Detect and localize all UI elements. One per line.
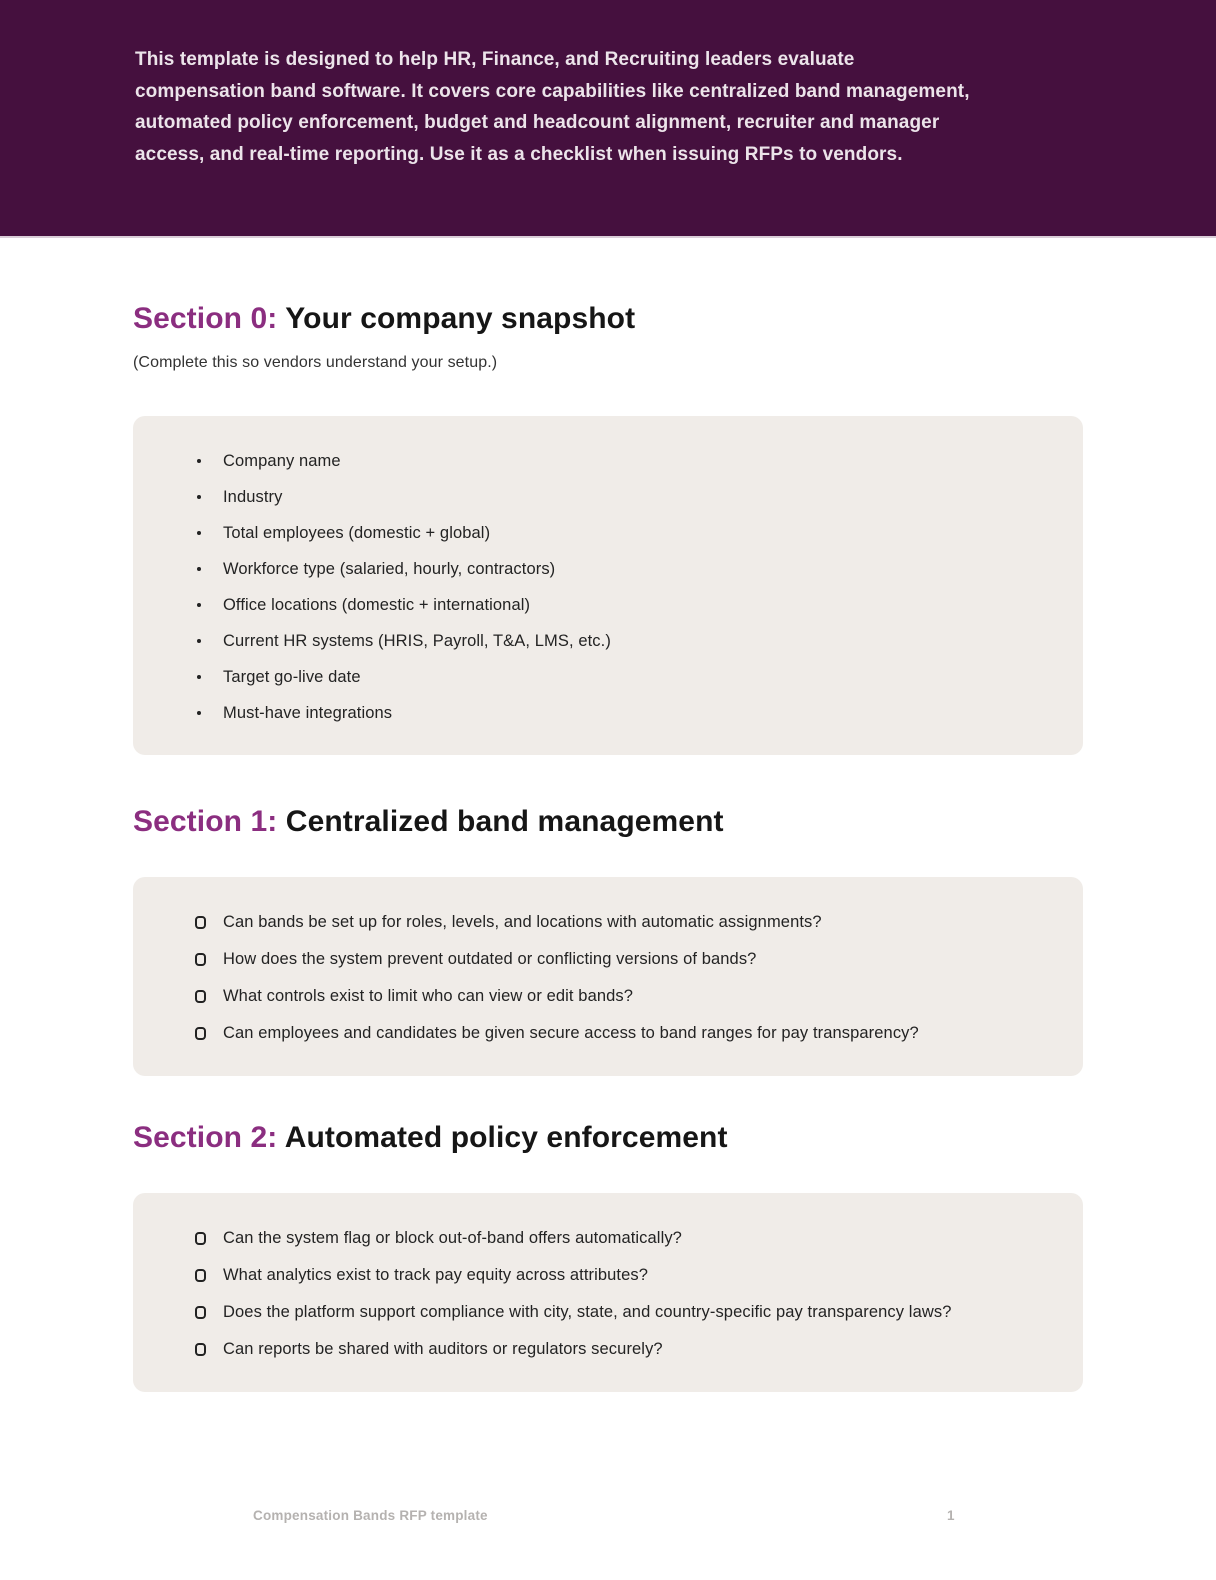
section-2-heading xyxy=(133,1119,1083,1156)
section-1-heading xyxy=(133,803,1083,840)
bullet-icon xyxy=(197,603,201,607)
checklist-item-text: Can employees and candidates be given secure access to band ranges for pay transparency? xyxy=(223,1024,919,1042)
section-1-title: Centralized band management xyxy=(277,805,724,838)
section-0-panel xyxy=(133,416,1083,755)
centralized-band-checklist xyxy=(195,904,1043,1052)
section-0-title: Your company snapshot xyxy=(277,302,636,335)
list-item xyxy=(195,443,1043,479)
checklist-item xyxy=(195,1294,1043,1331)
checklist-item xyxy=(195,1015,1043,1052)
checklist-item-text: What controls exist to limit who can view or edit bands? xyxy=(223,987,634,1005)
bullet-icon xyxy=(197,567,201,571)
list-item xyxy=(195,695,1043,731)
list-item-text: Industry xyxy=(223,487,283,506)
checklist-item xyxy=(195,978,1043,1015)
checklist-item-text: Can the system flag or block out-of-band offers automatically? xyxy=(223,1229,682,1247)
company-snapshot-list xyxy=(195,443,1043,731)
list-item-text: Current HR systems (HRIS, Payroll, T&A, LMS, etc.) xyxy=(223,631,611,650)
intro-paragraph: This template is designed to help HR, Finance, and Recruiting leaders evaluate compensation band software. It covers core capabilities like centralized band management, automated policy enforcement, budget and headcount alignment, recruiter and manager access, and real-time reporting. Use it as a checklist when issuing RFPs to vendors. xyxy=(135,49,970,165)
checkbox-icon xyxy=(195,1232,206,1245)
section-0-label: Section 0: xyxy=(133,302,278,335)
list-item xyxy=(195,659,1043,695)
section-1-label: Section 1: xyxy=(133,805,278,838)
section-1-panel xyxy=(133,877,1083,1076)
checklist-item-text: What analytics exist to track pay equity across attributes? xyxy=(223,1266,648,1284)
list-item xyxy=(195,479,1043,515)
checkbox-icon xyxy=(195,953,206,966)
checklist-item xyxy=(195,1220,1043,1257)
checklist-item-text: How does the system prevent outdated or conflicting versions of bands? xyxy=(223,950,757,968)
list-item xyxy=(195,587,1043,623)
checklist-item xyxy=(195,904,1043,941)
document-body xyxy=(133,300,1083,1392)
checklist-item-text: Does the platform support compliance with city, state, and country-specific pay transparency laws? xyxy=(223,1303,952,1321)
list-item-text: Must-have integrations xyxy=(223,703,393,722)
bullet-icon xyxy=(197,639,201,643)
footer-document-title: Compensation Bands RFP template xyxy=(253,1508,488,1523)
section-2-label: Section 2: xyxy=(133,1121,278,1154)
policy-enforcement-checklist xyxy=(195,1220,1043,1368)
section-0-note: (Complete this so vendors understand your setup.) xyxy=(133,354,498,371)
checkbox-icon xyxy=(195,1343,206,1356)
checkbox-icon xyxy=(195,1306,206,1319)
section-2-title: Automated policy enforcement xyxy=(277,1121,728,1154)
checklist-item xyxy=(195,1257,1043,1294)
list-item-text: Office locations (domestic + international) xyxy=(223,595,531,614)
checklist-item-text: Can bands be set up for roles, levels, and locations with automatic assignments? xyxy=(223,913,822,931)
bullet-icon xyxy=(197,531,201,535)
checklist-item xyxy=(195,1331,1043,1368)
checklist-item xyxy=(195,941,1043,978)
bullet-icon xyxy=(197,675,201,679)
bullet-icon xyxy=(197,495,201,499)
list-item xyxy=(195,515,1043,551)
checkbox-icon xyxy=(195,1269,206,1282)
section-0-heading xyxy=(133,300,1083,337)
list-item xyxy=(195,551,1043,587)
page-footer xyxy=(0,1508,1216,1528)
checkbox-icon xyxy=(195,916,206,929)
checkbox-icon xyxy=(195,990,206,1003)
footer-page-number: 1 xyxy=(947,1508,955,1523)
list-item-text: Total employees (domestic + global) xyxy=(223,523,491,542)
list-item-text: Company name xyxy=(223,451,341,470)
list-item-text: Target go-live date xyxy=(223,667,361,686)
checkbox-icon xyxy=(195,1027,206,1040)
list-item xyxy=(195,623,1043,659)
header-band xyxy=(0,0,1216,238)
bullet-icon xyxy=(197,459,201,463)
checklist-item-text: Can reports be shared with auditors or regulators securely? xyxy=(223,1340,663,1358)
list-item-text: Workforce type (salaried, hourly, contractors) xyxy=(223,559,556,578)
bullet-icon xyxy=(197,711,201,715)
section-2-panel xyxy=(133,1193,1083,1392)
